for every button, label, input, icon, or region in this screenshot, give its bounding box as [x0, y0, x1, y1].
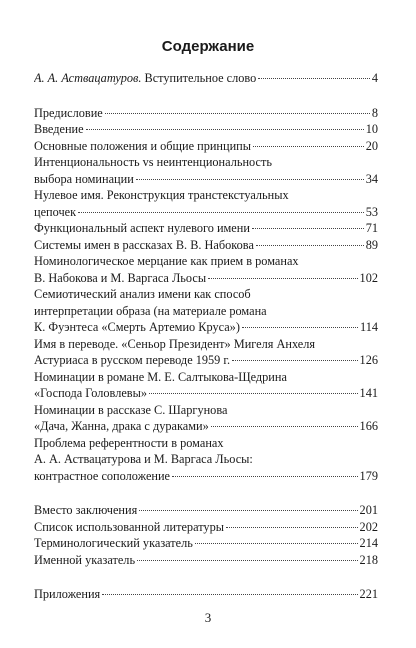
- toc-entry-last-line: [34, 352, 378, 369]
- folio-page-number: 3: [204, 610, 212, 625]
- toc-entry-title: В. Набокова и М. Варгаса Льосы: [34, 270, 207, 285]
- toc-entry-last-line: [34, 468, 378, 485]
- toc-entry-line: Нулевое имя. Реконструкция транстекстуальных: [34, 188, 289, 202]
- page-number: 20: [365, 138, 378, 153]
- page-number: 8: [371, 105, 378, 120]
- toc-entry-last-line: [34, 385, 378, 402]
- toc-entry-last-line: [34, 418, 378, 435]
- toc-end-group: [34, 502, 378, 568]
- toc-entry-line: интерпретации образа (на материале романа: [34, 303, 267, 318]
- toc-entry-last-line: [34, 105, 378, 122]
- dot-leader: [256, 244, 364, 246]
- dot-leader: [195, 542, 358, 544]
- toc-entry-line: Имя в переводе. «Сеньор Президент» Мигеля Анхеля: [34, 336, 316, 351]
- toc-intro-group: [34, 70, 378, 87]
- page-number: 179: [359, 468, 378, 483]
- table-of-contents: [34, 70, 378, 621]
- dot-leader: [105, 112, 370, 114]
- toc-entry-title: цепочек: [34, 204, 77, 219]
- toc-entry: [34, 138, 378, 155]
- toc-entry-title: Терминологический указатель: [34, 536, 193, 550]
- dot-leader: [252, 227, 364, 229]
- toc-entry: [34, 187, 378, 220]
- dot-leader: [253, 145, 364, 147]
- toc-entry: [34, 535, 378, 552]
- toc-entry-title: Системы имен в рассказах В. В. Набокова: [34, 237, 254, 252]
- toc-entry: [34, 154, 378, 187]
- toc-entry-line: Номинации в рассказе С. Шаргунова: [34, 402, 228, 417]
- toc-entry: [34, 435, 378, 485]
- page-number: 71: [365, 221, 378, 235]
- dot-leader: [78, 211, 364, 213]
- toc-entry: [34, 286, 378, 336]
- page-number: 34: [365, 171, 378, 186]
- toc-entry-line: Семиотический анализ имени как способ: [34, 287, 251, 301]
- dot-leader: [86, 128, 364, 130]
- page-number: 221: [359, 587, 378, 601]
- page-number: 114: [360, 320, 378, 334]
- toc-entry-last-line: [34, 270, 378, 287]
- toc-entry-last-line: [34, 220, 378, 237]
- toc-entry-title: Введение: [34, 122, 84, 136]
- page-number: 53: [365, 204, 378, 219]
- toc-entry-line: Номинации в романе М. Е. Салтыкова-Щедрина: [34, 369, 287, 384]
- toc-entry-line: А. А. Аствацатурова и М. Варгаса Льосы:: [34, 452, 253, 466]
- toc-entry-title: «Господа Головлевы»: [34, 386, 148, 400]
- toc-entry: [34, 402, 378, 435]
- toc-entry-title: «Дача, Жанна, драка с дураками»: [34, 419, 209, 433]
- toc-entry: [34, 237, 378, 254]
- toc-entry-last-line: [34, 519, 378, 536]
- toc-entry-last-line: [34, 319, 378, 336]
- toc-entry: [34, 519, 378, 536]
- toc-entry-title: Основные положения и общие принципы: [34, 138, 252, 153]
- toc-entry-title: Астуриаса в русском переводе 1959 г.: [34, 353, 231, 367]
- toc-entry-last-line: [34, 237, 378, 254]
- page-number: 218: [359, 552, 378, 567]
- intro-title: Вступительное слово: [141, 71, 257, 85]
- dot-leader: [139, 509, 357, 511]
- page-number: 10: [365, 122, 378, 136]
- toc-entry-title: К. Фуэнтеса «Смерть Артемио Круса»): [34, 320, 240, 334]
- page-number: 202: [359, 519, 378, 534]
- toc-entry: [34, 369, 378, 402]
- page-number: 126: [359, 353, 378, 367]
- toc-appendix-group: [34, 586, 378, 603]
- dot-leader: [211, 425, 358, 427]
- toc-entry-last-line: [34, 502, 378, 519]
- toc-entry: [34, 586, 378, 603]
- page-number: 4: [371, 71, 378, 85]
- toc-entry-last-line: [34, 552, 378, 569]
- page-number: 166: [359, 419, 378, 433]
- toc-entry: [34, 336, 378, 369]
- toc-entry-title: выбора номинации: [34, 171, 134, 186]
- page-number: 201: [359, 503, 378, 517]
- toc-entry-last-line: [34, 204, 378, 221]
- toc-entry-title: Приложения: [34, 587, 101, 601]
- toc-entry-title: Список использованной литературы: [34, 519, 224, 534]
- toc-entry-last-line: [34, 121, 378, 138]
- toc-entry-title: Вместо заключения: [34, 503, 138, 517]
- toc-entry-last-line: [34, 171, 378, 188]
- toc-entry-last-line: [34, 586, 378, 603]
- dot-leader: [136, 178, 364, 180]
- dot-leader: [172, 475, 358, 477]
- intro-author: А. А. Аствацатуров.: [34, 71, 142, 85]
- toc-entry-title: Предисловие: [34, 105, 103, 120]
- toc-entry-line: Интенциональность vs неинтенциональность: [34, 155, 272, 169]
- dot-leader: [102, 593, 357, 595]
- dot-leader: [258, 77, 370, 79]
- toc-entry: [34, 253, 378, 286]
- toc-entry-line: Проблема референтности в романах: [34, 435, 224, 450]
- toc-entry-intro: [34, 70, 378, 87]
- page-number: 89: [365, 237, 378, 252]
- toc-entry-title: контрастное соположение: [34, 468, 171, 483]
- toc-entry-line: Номинологическое мерцание как прием в романах: [34, 254, 299, 268]
- page-number: 102: [359, 270, 378, 285]
- toc-entry-last-line: [34, 138, 378, 155]
- toc-entry-last-line: [34, 535, 378, 552]
- dot-leader: [208, 277, 357, 279]
- dot-leader: [149, 392, 358, 394]
- toc-entry: [34, 121, 378, 138]
- toc-entry: [34, 220, 378, 237]
- dot-leader: [232, 359, 357, 361]
- page-number: 141: [359, 386, 378, 400]
- page-title: Содержание: [161, 38, 255, 55]
- dot-leader: [137, 559, 357, 561]
- toc-main-group: [34, 105, 378, 485]
- page-number: 214: [359, 536, 378, 550]
- toc-entry: [34, 552, 378, 569]
- dot-leader: [242, 326, 358, 328]
- dot-leader: [226, 526, 358, 528]
- toc-entry-title: Именной указатель: [34, 552, 136, 567]
- toc-entry: [34, 502, 378, 519]
- toc-entry-title: Функциональный аспект нулевого имени: [34, 221, 250, 235]
- toc-entry: [34, 105, 378, 122]
